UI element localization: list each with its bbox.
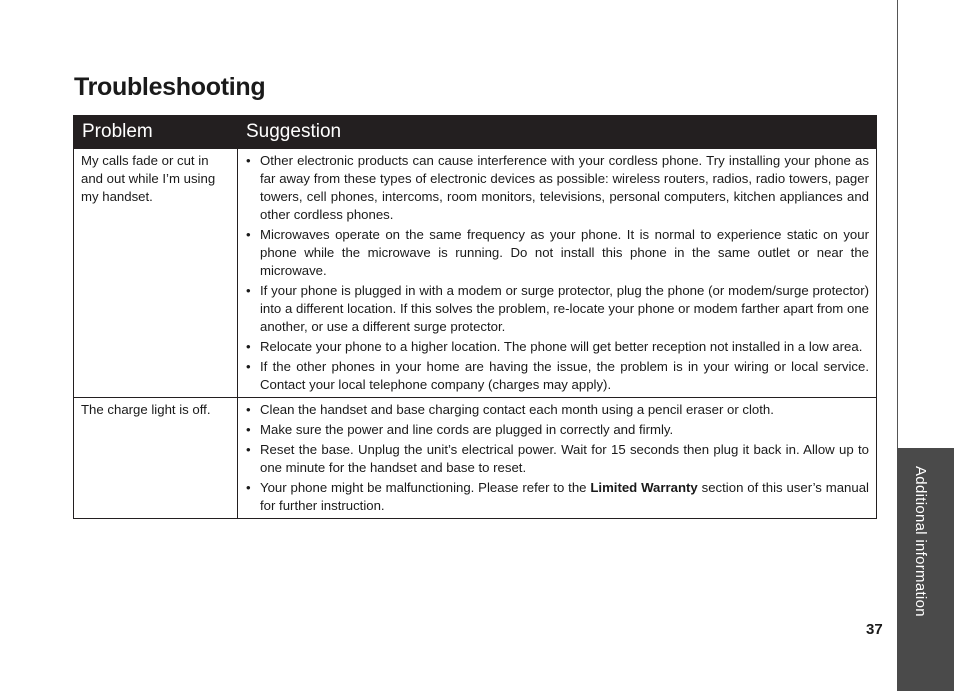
suggestion-item — [246, 358, 869, 394]
suggestion-item — [246, 441, 869, 477]
bullet-icon: • — [246, 283, 251, 298]
suggestion-item — [246, 282, 869, 336]
problem-column-header: Problem — [74, 116, 238, 149]
page-title: Troubleshooting — [74, 73, 266, 101]
suggestion-text: Your phone might be malfunctioning. Please refer to the — [260, 480, 591, 495]
bullet-icon: • — [246, 442, 251, 457]
suggestion-text: Make sure the power and line cords are plugged in correctly and firmly. — [260, 422, 674, 437]
problem-cell: My calls fade or cut in and out while I’m using my handset. — [74, 149, 238, 398]
suggestion-item — [246, 152, 869, 224]
bullet-icon: • — [246, 480, 251, 495]
suggestion-text: Reset the base. Unplug the unit’s electrical power. Wait for 15 seconds then plug it back in. Allow up to one minute for the handset and base to reset. — [260, 442, 869, 475]
suggestion-text: Other electronic products can cause interference with your cordless phone. Try installing your phone as far away from these types of electronic devices as possible: wireless routers, radios, radio towers, pager towers, cell phones, intercoms, room monitors, televisions, personal computers, kitchen appliances and other cordless phones. — [260, 153, 869, 222]
suggestion-item — [246, 479, 869, 515]
table-row — [74, 398, 877, 519]
troubleshooting-table — [73, 115, 877, 519]
suggestion-item — [246, 401, 869, 419]
suggestion-text: section of this user’s manual for further instruction. — [260, 480, 869, 513]
table-row — [74, 149, 877, 398]
bullet-icon: • — [246, 153, 251, 168]
suggestion-text: Clean the handset and base charging contact each month using a pencil eraser or cloth. — [260, 402, 774, 417]
suggestion-column-header: Suggestion — [238, 116, 877, 149]
bullet-icon: • — [246, 339, 251, 354]
table-header-row — [74, 116, 877, 149]
bullet-icon: • — [246, 227, 251, 242]
suggestion-item — [246, 421, 869, 439]
bullet-icon: • — [246, 402, 251, 417]
suggestion-text: Relocate your phone to a higher location. The phone will get better reception not installed in a low area. — [260, 339, 863, 354]
bullet-icon: • — [246, 422, 251, 437]
suggestion-text: Microwaves operate on the same frequency as your phone. It is normal to experience static on your phone while the microwave is running. Do not install this phone in the same outlet or near the microwave. — [260, 227, 869, 278]
suggestion-item — [246, 226, 869, 280]
warranty-reference: Limited Warranty — [590, 480, 698, 495]
suggestion-text: If your phone is plugged in with a modem or surge protector, plug the phone (or modem/surge protector) into a different location. If this solves the problem, re-locate your phone or modem farther apart from one another, or use a different surge protector. — [260, 283, 869, 334]
page-number: 37 — [866, 621, 883, 638]
suggestion-text: If the other phones in your home are having the issue, the problem is in your wiring or local service. Contact your local telephone company (charges may apply). — [260, 359, 869, 392]
suggestion-cell — [238, 149, 877, 398]
bullet-icon: • — [246, 359, 251, 374]
section-side-tab-label: Additional information — [912, 466, 929, 617]
problem-cell: The charge light is off. — [74, 398, 238, 519]
suggestion-list — [246, 401, 869, 515]
suggestion-cell — [238, 398, 877, 519]
suggestion-item — [246, 338, 869, 356]
suggestion-list — [246, 152, 869, 394]
